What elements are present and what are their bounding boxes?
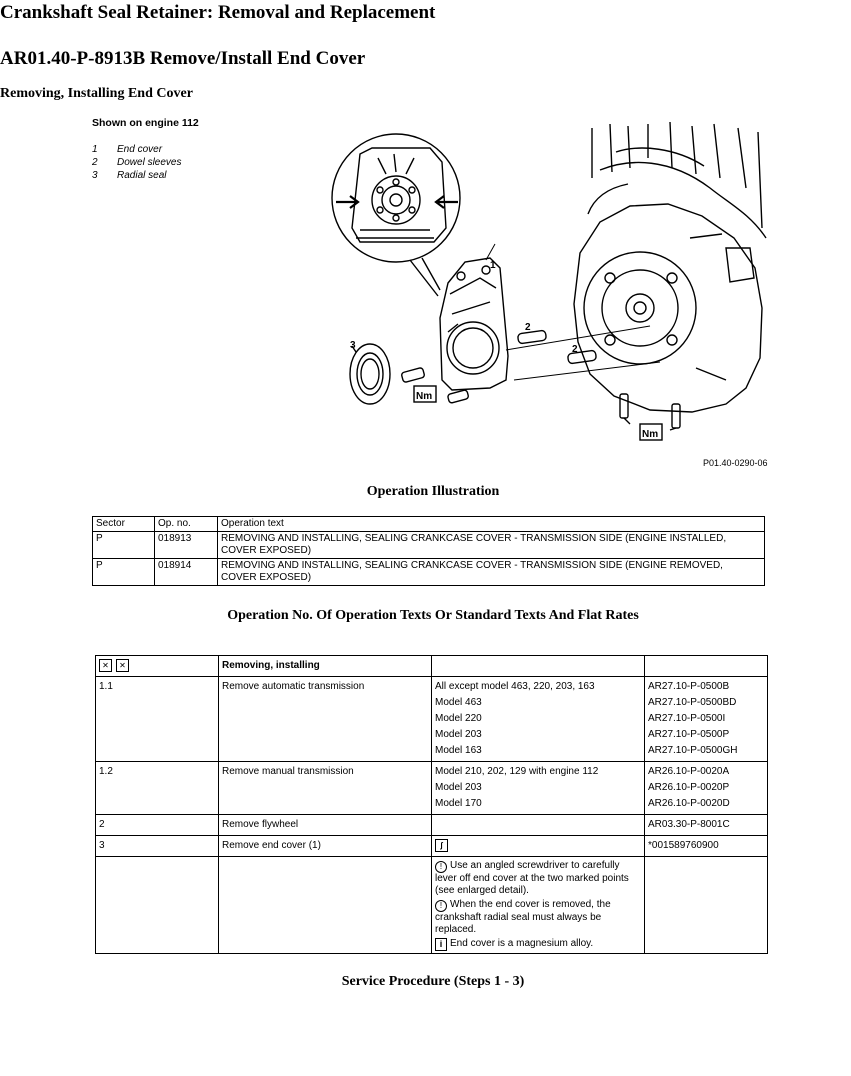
collapse-icon: ✕ [116, 659, 129, 672]
note-icon: ! [435, 861, 447, 873]
step-action: Remove automatic transmission [219, 677, 432, 762]
condition-item: All except model 463, 220, 203, 163 [435, 681, 595, 692]
end-cover-illustration [330, 118, 770, 453]
step-conditions [432, 762, 645, 815]
step-number: 1.1 [96, 677, 219, 762]
step-header-cell [96, 656, 219, 677]
reference-link[interactable]: *001589760900 [645, 836, 768, 857]
illustration-caption: Operation Illustration [366, 484, 500, 499]
reference-link[interactable]: AR27.10-P-0500B [648, 681, 730, 692]
condition-header-cell [432, 656, 645, 677]
procedure-table [95, 655, 768, 954]
op-no-cell: 018914 [155, 559, 218, 586]
table-header-row [93, 517, 765, 532]
reference-link[interactable]: AR27.10-P-0500I [648, 713, 726, 724]
info-icon: i [435, 938, 447, 951]
legend-label: Radial seal [117, 170, 167, 181]
expand-icon: ✕ [99, 659, 112, 672]
procedure-header: Removing, installing [219, 656, 432, 677]
table-row [96, 857, 768, 954]
legend-label: End cover [117, 144, 163, 155]
step-conditions [432, 836, 645, 857]
page-title: Crankshaft Seal Retainer: Removal and Replacement [0, 2, 436, 23]
torque-label-2: Nm [642, 429, 659, 440]
callout-1: 1 [490, 260, 496, 271]
reference-link[interactable]: AR03.30-P-8001C [645, 815, 768, 836]
sector-cell: P [93, 532, 155, 559]
notes-cell [432, 857, 645, 954]
condition-item: Model 463 [435, 697, 482, 708]
legend-number: 3 [92, 170, 98, 181]
condition-item: Model 220 [435, 713, 482, 724]
table-row [96, 836, 768, 857]
empty-cell [219, 857, 432, 954]
callout-2a: 2 [525, 322, 531, 333]
note-text: Use an angled screwdriver to carefully lever off end cover at the two marked points (see enlarged detail). [435, 860, 629, 896]
note-text: End cover is a magnesium alloy. [450, 938, 594, 949]
step-conditions [432, 815, 645, 836]
reference-link[interactable]: AR26.10-P-0020P [648, 782, 730, 793]
legend-number: 1 [92, 144, 98, 155]
illustration-shown-on: Shown on engine 112 [92, 117, 199, 129]
op-text-cell: REMOVING AND INSTALLING, SEALING CRANKCASE COVER - TRANSMISSION SIDE (ENGINE INSTALLED, COVER EXPOSED) [218, 532, 765, 559]
column-header: Op. no. [155, 517, 218, 532]
step-action: Remove flywheel [219, 815, 432, 836]
end-cover-part [440, 258, 508, 390]
table-row [96, 762, 768, 815]
note-item [435, 860, 641, 897]
step-number: 3 [96, 836, 219, 857]
sector-cell: P [93, 559, 155, 586]
step-action: Remove end cover (1) [219, 836, 432, 857]
op-no-cell: 018913 [155, 532, 218, 559]
document-code-heading: AR01.40-P-8913B Remove/Install End Cover [0, 48, 366, 69]
note-item [435, 938, 641, 951]
reference-link[interactable]: AR26.10-P-0020D [648, 798, 730, 809]
reference-link[interactable]: AR27.10-P-0500P [648, 729, 730, 740]
step-references [645, 677, 768, 762]
note-icon: ! [435, 900, 447, 912]
step-number: 2 [96, 815, 219, 836]
reference-link[interactable]: AR26.10-P-0020A [648, 766, 730, 777]
legend-item [92, 144, 162, 155]
note-item [435, 899, 641, 936]
empty-cell [96, 857, 219, 954]
table-header-row [96, 656, 768, 677]
torque-label-1: Nm [416, 391, 433, 402]
callout-3: 3 [350, 340, 356, 351]
step-conditions [432, 677, 645, 762]
table-row [93, 559, 765, 586]
section-subtitle: Removing, Installing End Cover [0, 86, 193, 101]
special-tool-icon: ʃ [435, 839, 448, 852]
reference-link[interactable]: AR27.10-P-0500GH [648, 745, 738, 756]
procedure-caption: Service Procedure (Steps 1 - 3) [341, 974, 525, 989]
step-references [645, 762, 768, 815]
operation-table [92, 516, 765, 586]
dowel-sleeve-part [517, 330, 546, 344]
table-row [96, 677, 768, 762]
legend-label: Dowel sleeves [117, 157, 182, 168]
empty-cell [645, 857, 768, 954]
condition-item: Model 203 [435, 729, 482, 740]
column-header: Operation text [218, 517, 765, 532]
legend-item [92, 170, 166, 181]
step-action: Remove manual transmission [219, 762, 432, 815]
operation-table-caption: Operation No. Of Operation Texts Or Standard Texts And Flat Rates [227, 608, 639, 623]
legend-item [92, 157, 181, 168]
table-row [96, 815, 768, 836]
condition-item: Model 170 [435, 798, 482, 809]
note-text: When the end cover is removed, the crankshaft radial seal must always be replaced. [435, 899, 611, 935]
table-row [93, 532, 765, 559]
condition-item: Model 203 [435, 782, 482, 793]
callout-2b: 2 [572, 344, 578, 355]
condition-item: Model 210, 202, 129 with engine 112 [435, 766, 599, 777]
column-header: Sector [93, 517, 155, 532]
op-text-cell: REMOVING AND INSTALLING, SEALING CRANKCASE COVER - TRANSMISSION SIDE (ENGINE REMOVED, COVER EXPOSED) [218, 559, 765, 586]
illustration-code: P01.40-0290-06 [703, 458, 768, 468]
reference-header-cell [645, 656, 768, 677]
reference-link[interactable]: AR27.10-P-0500BD [648, 697, 737, 708]
condition-item: Model 163 [435, 745, 482, 756]
step-number: 1.2 [96, 762, 219, 815]
legend-number: 2 [92, 157, 98, 168]
